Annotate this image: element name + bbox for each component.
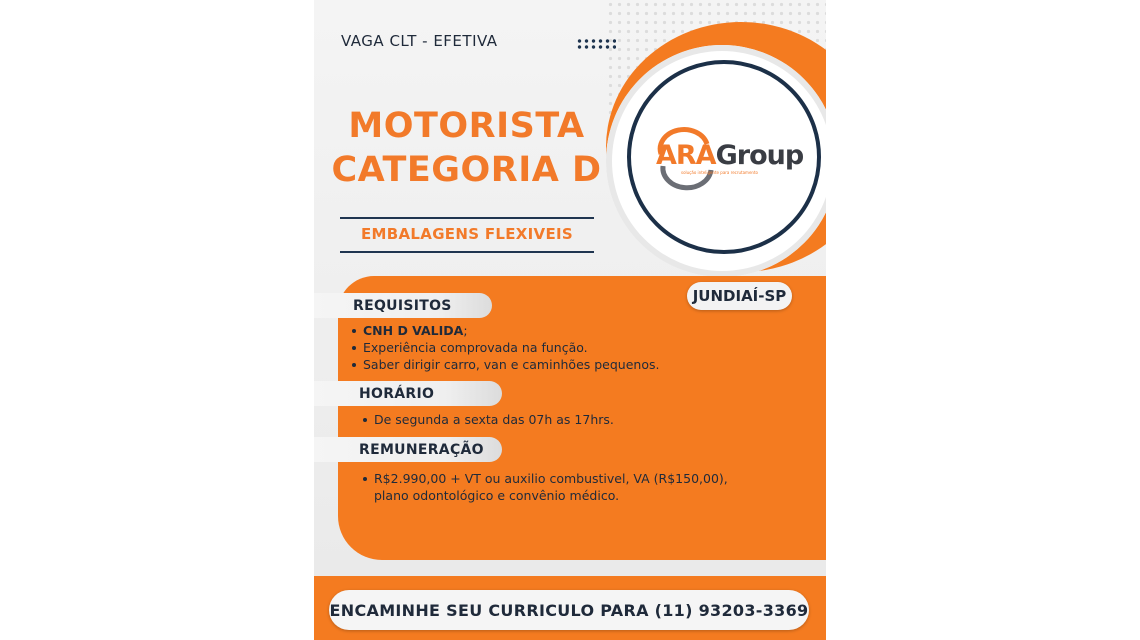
requirements-heading: REQUISITOS [314,293,492,318]
schedule-list [363,411,703,428]
list-item: Experiência comprovada na função. [352,339,692,356]
job-title-line1: MOTORISTA [348,106,585,146]
location-badge: JUNDIAÍ-SP [687,282,792,310]
requirement-cnh: CNH D VALIDA [363,323,464,338]
salary-heading: REMUNERAÇÃO [314,437,502,462]
requirements-list [352,322,692,373]
list-item: Saber dirigir carro, van e caminhões pequenos. [352,356,692,373]
job-title [314,104,619,192]
requirement-cnh-suffix: ; [463,323,468,338]
logo-brand-group: Group [715,140,804,171]
job-title-line2: CATEGORIA D [331,150,602,190]
logo-tagline: solução inteligente para recrutamento [681,170,758,175]
apply-contact-banner: ENCAMINHE SEU CURRICULO PARA (11) 93203-3369 [329,590,809,630]
logo-brand-ara: ARA [656,140,716,171]
job-type-label: VAGA CLT - EFETIVA [341,32,498,50]
list-item [352,322,692,339]
job-flyer [314,0,826,640]
company-sector: EMBALAGENS FLEXIVEIS [361,225,573,243]
divider-top [340,217,594,219]
salary-list [363,470,763,504]
schedule-heading: HORÁRIO [314,381,502,406]
list-item: R$2.990,00 + VT ou auxilio combustivel, VA (R$150,00), plano odontológico e convênio médico. [363,470,763,504]
divider-bottom [340,251,594,253]
list-item: De segunda a sexta das 07h as 17hrs. [363,411,703,428]
dots-decoration [576,38,616,50]
logo-brand [656,140,803,171]
